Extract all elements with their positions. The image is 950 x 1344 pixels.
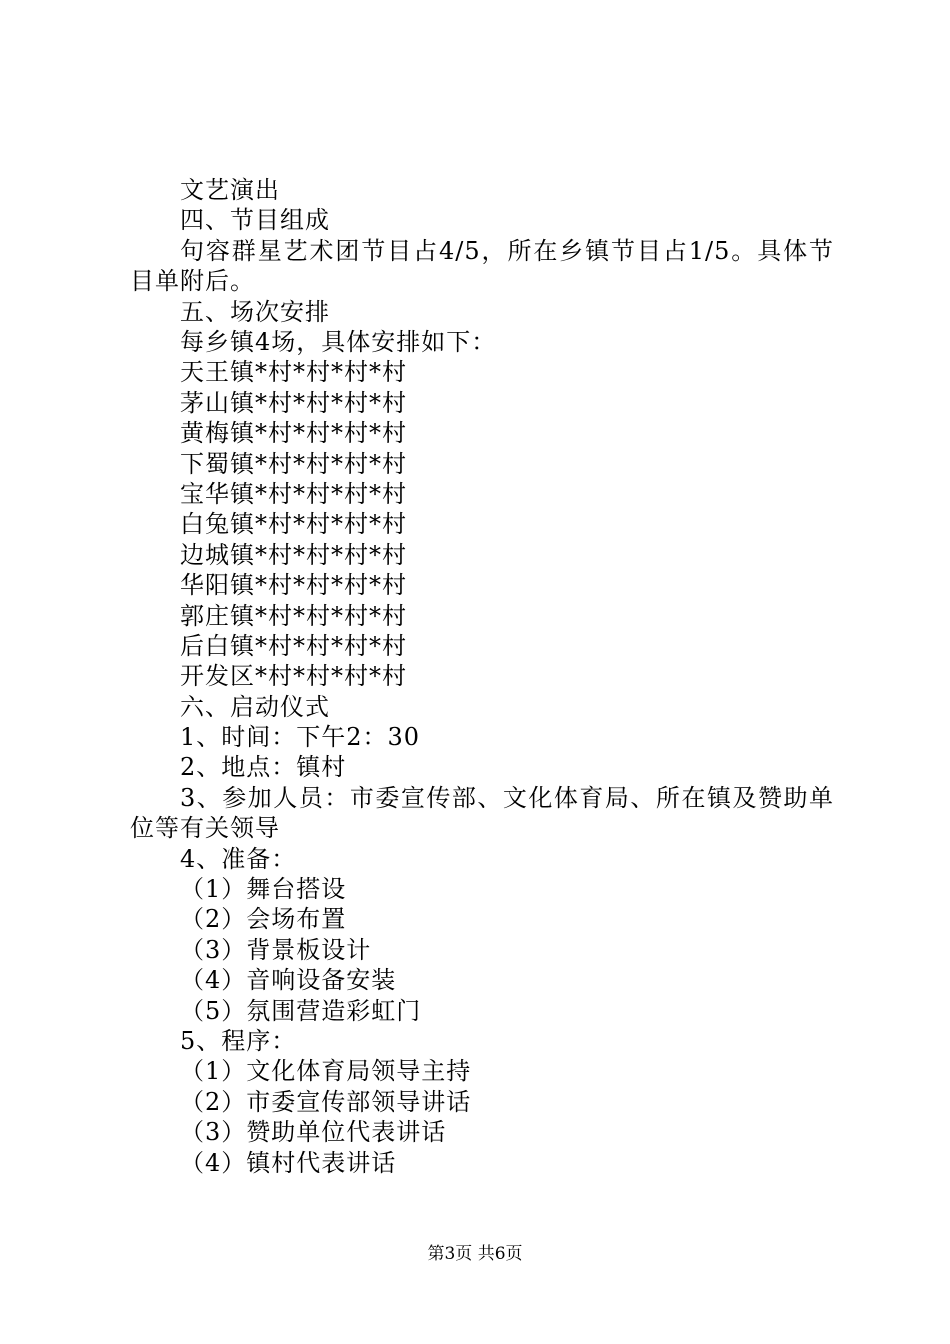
procedure-item: （4）镇村代表讲话	[180, 1148, 397, 1177]
paragraph-attendees: 3、参加人员：市委宣传部、文化体育局、所在镇及赞助单位等有关领导	[130, 783, 834, 843]
prep-title: 4、准备：	[180, 844, 297, 873]
section-heading-four: 四、节目组成	[180, 206, 330, 235]
procedure-item: （3）赞助单位代表讲话	[180, 1118, 447, 1147]
document-body	[130, 175, 834, 1178]
town-line: 开发区*村*村*村*村	[180, 662, 407, 691]
prep-item: （1）舞台搭设	[180, 875, 347, 904]
procedure-title: 5、程序：	[180, 1027, 297, 1055]
town-line: 边城镇*村*村*村*村	[180, 540, 407, 569]
town-line: 白兔镇*村*村*村*村	[180, 510, 407, 539]
ceremony-place: 2、地点：镇村	[180, 753, 347, 782]
page-footer	[0, 1243, 950, 1265]
text-line: 文艺演出	[180, 176, 280, 204]
page-number: 第3页 共6页	[427, 1244, 523, 1264]
prep-item: （4）音响设备安装	[180, 966, 397, 995]
town-line: 茅山镇*村*村*村*村	[180, 388, 407, 417]
prep-item: （5）氛围营造彩虹门	[180, 996, 422, 1025]
town-line: 后白镇*村*村*村*村	[180, 631, 407, 660]
section-heading-six: 六、启动仪式	[180, 692, 330, 721]
town-line: 郭庄镇*村*村*村*村	[180, 601, 407, 630]
procedure-item: （2）市委宣传部领导讲话	[180, 1087, 472, 1116]
paragraph-program-composition: 句容群星艺术团节目占4/5，所在乡镇节目占1/5。具体节目单附后。	[130, 236, 834, 296]
section-heading-five: 五、场次安排	[180, 297, 330, 326]
town-line: 黄梅镇*村*村*村*村	[180, 419, 407, 448]
schedule-intro: 每乡镇4场，具体安排如下：	[180, 327, 497, 356]
town-line: 下蜀镇*村*村*村*村	[180, 449, 407, 478]
town-line: 宝华镇*村*村*村*村	[180, 479, 407, 508]
prep-item: （3）背景板设计	[180, 935, 372, 964]
ceremony-time: 1、时间：下午2：30	[180, 723, 421, 752]
procedure-item: （1）文化体育局领导主持	[180, 1057, 472, 1086]
town-line: 华阳镇*村*村*村*村	[180, 571, 407, 600]
prep-item: （2）会场布置	[180, 905, 347, 934]
town-line: 天王镇*村*村*村*村	[180, 358, 407, 387]
